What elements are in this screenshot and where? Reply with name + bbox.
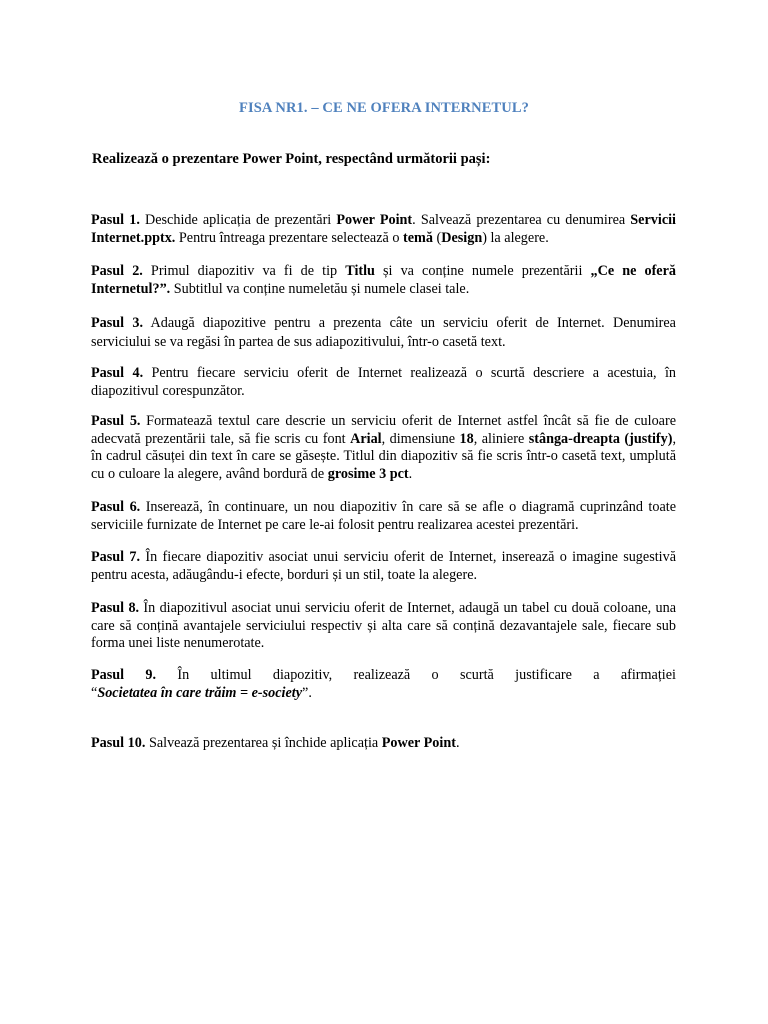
step-text: . Salvează prezentarea cu denumirea	[412, 212, 631, 228]
step-text: Subtitlul va conține numeletău și numele clasei tale.	[170, 280, 470, 297]
step-9	[91, 667, 676, 702]
step-5	[91, 413, 676, 483]
step-label: Pasul 5.	[91, 413, 141, 429]
step-text: .	[408, 465, 413, 482]
step-bold-text: Servicii Internet.pptx.	[91, 212, 676, 246]
intro-instruction: Realizează o prezentare Power Point, respectând următorii pași:	[92, 151, 491, 167]
step-label: Pasul 3.	[91, 315, 144, 331]
step-bold-text: temă	[403, 229, 433, 246]
step-text: Pentru întreaga prezentare selectează o	[175, 229, 403, 246]
step-bold-text: Design	[441, 229, 483, 246]
step-label: Pasul 9.	[91, 667, 157, 683]
step-text: ”.	[302, 684, 312, 701]
step-label: Pasul 4.	[91, 365, 144, 381]
step-label: Pasul 10.	[91, 735, 146, 751]
step-bold-text: Titlu	[345, 263, 375, 279]
step-bold-italic-text: Societatea în care trăim = e-society	[97, 684, 303, 701]
step-text: .	[455, 735, 460, 751]
step-7	[91, 549, 676, 584]
step-label: Pasul 1.	[91, 212, 140, 228]
step-3	[91, 314, 676, 352]
step-label: Pasul 2.	[91, 263, 143, 279]
step-9-line-1	[91, 667, 676, 685]
step-bold-text: 18	[459, 430, 474, 447]
step-text: , în cadrul căsuței din text în care se găsește. Titlul din diapozitiv să fie scris într-o casetă text, umplută cu o culoare la alegere, având bordură de	[91, 430, 676, 482]
step-text: Inserează, în continuare, un nou diapozitiv în care să se afle o diagramă cuprinzând toate serviciile furnizate de Internet pe care le-ai folosit pentru realizarea acestei prezentări.	[91, 499, 676, 533]
step-bold-text: Power Point	[336, 212, 413, 228]
step-bold-text: „Ce ne oferă Internetul?”.	[91, 263, 676, 297]
step-text: Salvează prezentarea și închide aplicația	[145, 735, 382, 751]
step-text: Primul diapozitiv va fi de tip	[142, 263, 346, 279]
step-bold-text: Arial	[350, 430, 382, 447]
step-text: Pentru fiecare serviciu oferit de Internet realizează o scurtă descriere a acestuia, în diapozitivul corespunzător.	[91, 365, 676, 399]
step-text: (	[432, 229, 442, 246]
step-text: În diapozitivul asociat unui serviciu oferit de Internet, adaugă un tabel cu două coloane, una care să conțină avantajele serviciului respectiv și alta care să conțină dezavantajele sale, fiecare sub forma unei liste nenumerotate.	[91, 600, 676, 651]
step-9-line-2	[91, 685, 676, 703]
step-text: și va conține numele prezentării	[374, 263, 591, 279]
step-8	[91, 600, 676, 653]
step-text: “	[91, 684, 98, 701]
step-text: Deschide aplicația de prezentări	[139, 212, 337, 228]
step-text: , dimensiune	[381, 430, 460, 447]
step-bold-text: grosime 3 pct	[327, 465, 409, 482]
step-4	[91, 365, 676, 400]
step-text: Adaugă diapozitive pentru a prezenta câte un serviciu oferit de Internet. Denumirea serviciului se va regăsi în partea de sus adiapozitivului, într-o casetă text.	[91, 315, 676, 350]
step-label: Pasul 7.	[91, 549, 141, 565]
step-text: Formatează textul care descrie un serviciu oferit de Internet astfel încât să fie de culoare adecvată prezentării tale, să fie scris cu font	[91, 413, 676, 447]
step-bold-text: stânga-dreapta (justify)	[528, 430, 673, 447]
document-title: FISA NR1. – CE NE OFERA INTERNETUL?	[239, 100, 529, 116]
step-label: Pasul 8.	[91, 600, 140, 616]
step-10	[91, 735, 676, 753]
step-text: În fiecare diapozitiv asociat unui serviciu oferit de Internet, inserează o imagine sugestivă pentru acesta, adăugându-i efecte, borduri și un stil, toate la alegere.	[91, 549, 676, 583]
step-text: În ultimul diapozitiv, realizează o scurtă justificare a afirmației	[156, 667, 676, 683]
step-1	[91, 212, 676, 247]
step-text: ) la alegere.	[482, 229, 549, 246]
step-bold-text: Power Point	[381, 735, 456, 751]
step-text: , aliniere	[473, 430, 529, 447]
step-6	[91, 499, 676, 534]
step-label: Pasul 6.	[91, 499, 141, 515]
step-2	[91, 263, 676, 298]
